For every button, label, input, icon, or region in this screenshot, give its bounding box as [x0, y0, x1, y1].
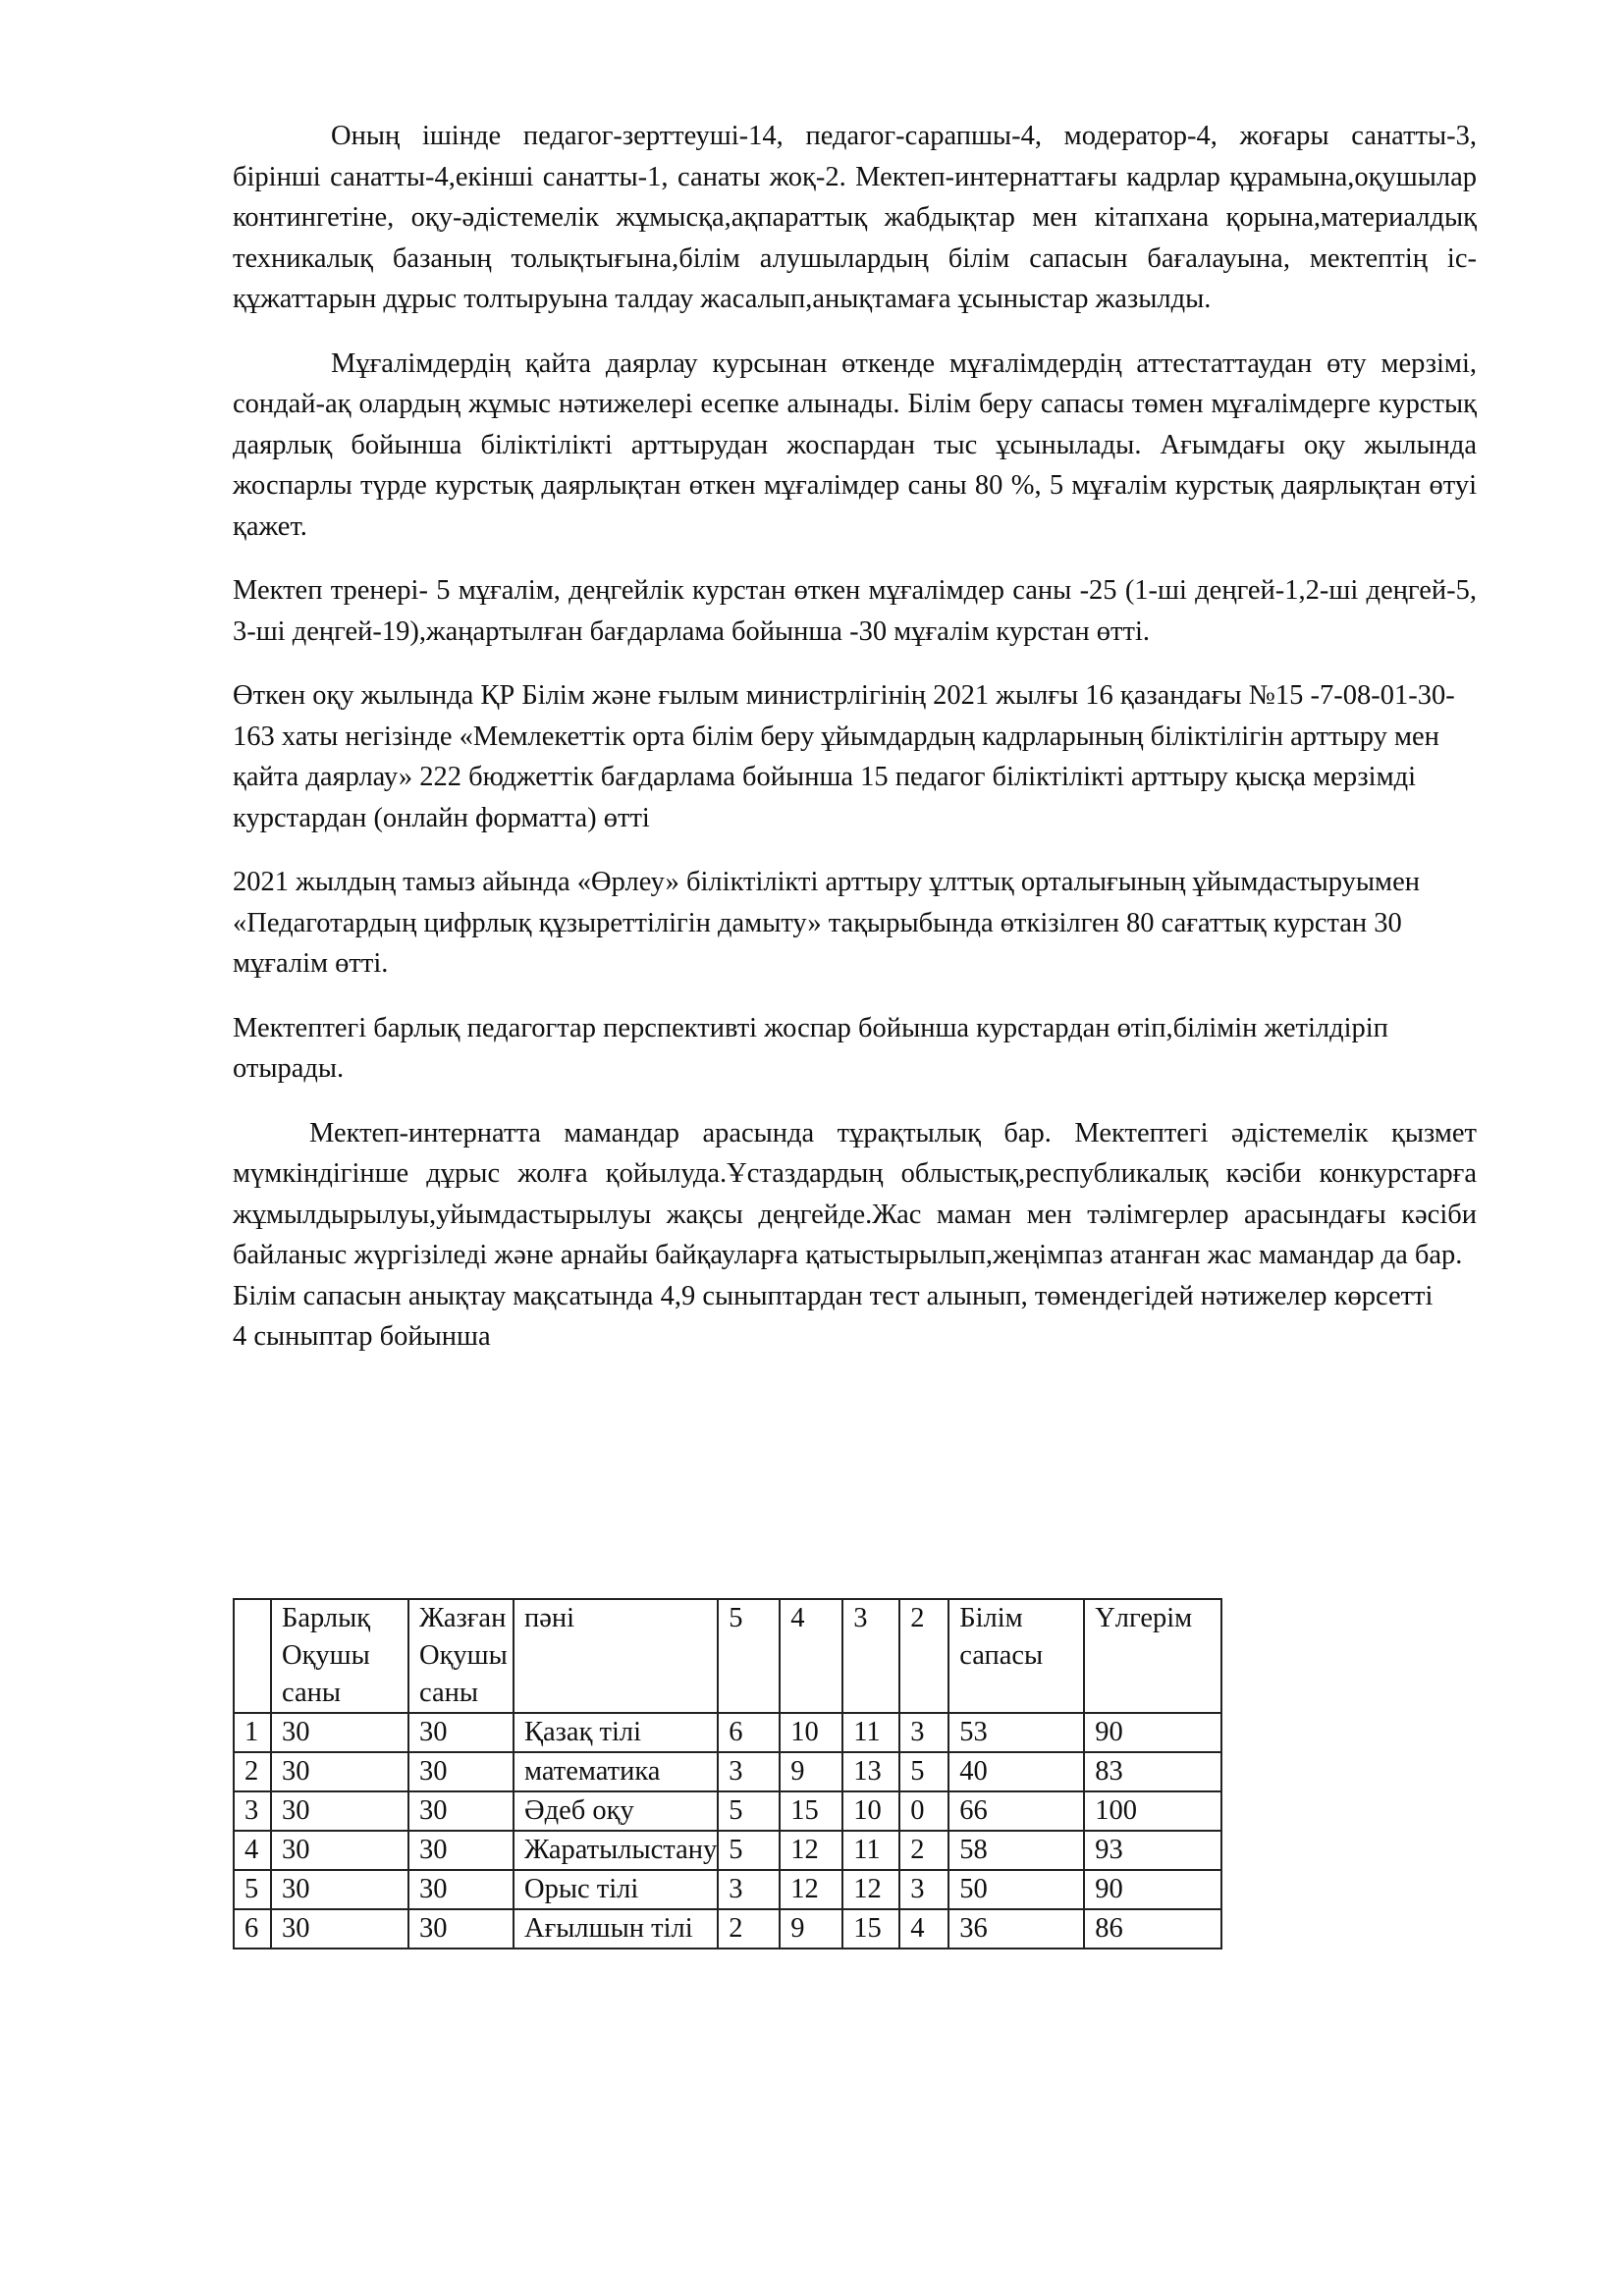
cell-knowledge-quality: 66 — [948, 1791, 1084, 1831]
document-body — [233, 116, 1477, 1358]
cell-grade-3: 10 — [842, 1791, 899, 1831]
cell-progress: 86 — [1084, 1909, 1221, 1949]
cell-grade-5: 5 — [718, 1831, 780, 1870]
cell-grade-2: 2 — [899, 1831, 948, 1870]
table-row — [234, 1791, 1221, 1831]
grade4-results-table — [233, 1598, 1222, 1949]
cell-progress: 100 — [1084, 1791, 1221, 1831]
cell-grade-4: 15 — [780, 1791, 842, 1831]
cell-grade-2: 3 — [899, 1713, 948, 1752]
cell-grade-3: 12 — [842, 1870, 899, 1909]
paragraph-orleu-course: 2021 жылдың тамыз айында «Өрлеу» біліктілікті арттыру ұлттық орталығының ұйымдастыруымен «Педаготардың цифрлық құзыреттілігін дамыту» тақырыбында өткізілген 80 сағаттық курстан 30 мұғалім өтті. — [233, 867, 1420, 979]
cell-knowledge-quality: 53 — [948, 1713, 1084, 1752]
cell-total-students: 30 — [271, 1909, 408, 1949]
header-total-students: Барлық Оқушы саны — [271, 1599, 408, 1713]
cell-tested-students: 30 — [408, 1909, 514, 1949]
cell-subject: Жаратылыстану — [514, 1831, 718, 1870]
cell-subject: Орыс тілі — [514, 1870, 718, 1909]
cell-subject: Қазақ тілі — [514, 1713, 718, 1752]
cell-total-students: 30 — [271, 1713, 408, 1752]
paragraph-test-results-intro: Білім сапасын анықтау мақсатында 4,9 сыныптардан тест алынып, төмендегідей нәтижелер көрсетті — [233, 1280, 1434, 1311]
cell-knowledge-quality: 40 — [948, 1752, 1084, 1791]
table-row — [234, 1713, 1221, 1752]
cell-grade-2: 5 — [899, 1752, 948, 1791]
table-row — [234, 1752, 1221, 1791]
cell-grade-4: 10 — [780, 1713, 842, 1752]
header-tested-students: Жазған Оқушы саны — [408, 1599, 514, 1713]
cell-grade-3: 13 — [842, 1752, 899, 1791]
cell-number: 5 — [234, 1870, 271, 1909]
paragraph-perspective-plan: Мектептегі барлық педагогтар перспективті жоспар бойынша курстардан өтіп,білімін жетілдіріп отырады. — [233, 1012, 1388, 1084]
cell-grade-5: 6 — [718, 1713, 780, 1752]
cell-progress: 90 — [1084, 1870, 1221, 1909]
paragraph-retraining: Мұғалімдердің қайта даярлау курсынан өткенде мұғалімдердің аттестаттаудан өту мерзімі, сондай-ақ олардың жұмыс нәтижелері есепке алынады. Білім беру сапасы төмен мұғалімдерге курстық даярлық бойынша біліктілікті арттырудан жоспардан тыс ұсынылады. Ағымдағы оқу жылында жоспарлы түрде курстық даярлықтан өткен мұғалімдер саны 80 %, 5 мұғалім курстық даярлықтан өтуі қажет. — [233, 347, 1477, 542]
cell-progress: 90 — [1084, 1713, 1221, 1752]
table-row — [234, 1870, 1221, 1909]
cell-number: 1 — [234, 1713, 271, 1752]
header-number — [234, 1599, 271, 1713]
cell-number: 3 — [234, 1791, 271, 1831]
cell-grade-5: 5 — [718, 1791, 780, 1831]
header-grade-2: 2 — [899, 1599, 948, 1713]
cell-total-students: 30 — [271, 1831, 408, 1870]
cell-number: 4 — [234, 1831, 271, 1870]
cell-total-students: 30 — [271, 1870, 408, 1909]
table-row — [234, 1909, 1221, 1949]
header-grade-5: 5 — [718, 1599, 780, 1713]
cell-progress: 83 — [1084, 1752, 1221, 1791]
paragraph-ministry-courses: Өткен оқу жылында ҚР Білім және ғылым министрлігінің 2021 жылғы 16 қазандағы №15 -7-08-01-30-163 хаты негізінде «Мемлекеттік орта білім беру ұйымдардың кадрларының біліктілігін арттыру мен қайта даярлау» 222 бюджеттік бағдарлама бойынша 15 педагог біліктілікті арттыру қысқа мерзімді курстардан (онлайн форматта) өтті — [233, 680, 1455, 833]
cell-grade-3: 11 — [842, 1713, 899, 1752]
cell-tested-students: 30 — [408, 1752, 514, 1791]
table-row — [234, 1831, 1221, 1870]
cell-grade-4: 9 — [780, 1752, 842, 1791]
table-caption: 4 сыныптар бойынша — [233, 1321, 491, 1352]
cell-subject: Ағылшын тілі — [514, 1909, 718, 1949]
header-grade-3: 3 — [842, 1599, 899, 1713]
cell-grade-5: 3 — [718, 1752, 780, 1791]
cell-grade-2: 0 — [899, 1791, 948, 1831]
table-body — [234, 1713, 1221, 1949]
header-grade-4: 4 — [780, 1599, 842, 1713]
cell-tested-students: 30 — [408, 1870, 514, 1909]
cell-grade-4: 12 — [780, 1870, 842, 1909]
cell-knowledge-quality: 50 — [948, 1870, 1084, 1909]
header-progress: Үлгерім — [1084, 1599, 1221, 1713]
cell-total-students: 30 — [271, 1791, 408, 1831]
cell-total-students: 30 — [271, 1752, 408, 1791]
cell-grade-5: 2 — [718, 1909, 780, 1949]
cell-grade-5: 3 — [718, 1870, 780, 1909]
cell-number: 2 — [234, 1752, 271, 1791]
header-subject: пәні — [514, 1599, 718, 1713]
table-header-row — [234, 1599, 1221, 1713]
paragraph-staff-stability: Мектеп-интернатта мамандар арасында тұрақтылық бар. Мектептегі әдістемелік қызмет мүмкіндігінше дұрыс жолға қойылуда.Ұстаздардың облыстық,республикалық кәсіби конкурстарға жұмылдырылуы,уйымдастырылуы жақсы деңгейде.Жас маман мен тәлімгерлер арасындағы кәсіби байланыс жүргізіледі және арнайы байқауларға қатыстырылып,жеңімпаз атанған жас мамандар да бар. — [233, 1117, 1477, 1270]
cell-knowledge-quality: 58 — [948, 1831, 1084, 1870]
cell-knowledge-quality: 36 — [948, 1909, 1084, 1949]
paragraph-school-trainers: Мектеп тренері- 5 мұғалім, деңгейлік курстан өткен мұғалімдер саны -25 (1-ші деңгей-1,2-ші деңгей-5, 3-ші деңгей-19),жаңартылған бағдарлама бойынша -30 мұғалім курстан өтті. — [233, 575, 1477, 647]
cell-grade-3: 15 — [842, 1909, 899, 1949]
cell-subject: математика — [514, 1752, 718, 1791]
cell-grade-4: 12 — [780, 1831, 842, 1870]
cell-grade-4: 9 — [780, 1909, 842, 1949]
cell-grade-2: 4 — [899, 1909, 948, 1949]
header-knowledge-quality: Білім сапасы — [948, 1599, 1084, 1713]
cell-progress: 93 — [1084, 1831, 1221, 1870]
paragraph-staff-categories: Оның ішінде педагог-зерттеуші-14, педагог-сарапшы-4, модератор-4, жоғары санатты-3, бірінші санатты-4,екінші санатты-1, санаты жоқ-2. Мектеп-интернаттағы кадрлар құрамына,оқушылар контингетіне, оқу-әдістемелік жұмысқа,ақпараттық жабдықтар мен кітапхана қорына,материалдық техникалық базаның толықтығына,білім алушылардың білім сапасын бағалауына, мектептің іс-құжаттарын дұрыс толтыруына талдау жасалып,анықтамаға ұсыныстар жазылды. — [233, 121, 1477, 314]
cell-tested-students: 30 — [408, 1791, 514, 1831]
cell-tested-students: 30 — [408, 1713, 514, 1752]
cell-subject: Әдеб оқу — [514, 1791, 718, 1831]
cell-number: 6 — [234, 1909, 271, 1949]
cell-grade-3: 11 — [842, 1831, 899, 1870]
cell-grade-2: 3 — [899, 1870, 948, 1909]
cell-tested-students: 30 — [408, 1831, 514, 1870]
